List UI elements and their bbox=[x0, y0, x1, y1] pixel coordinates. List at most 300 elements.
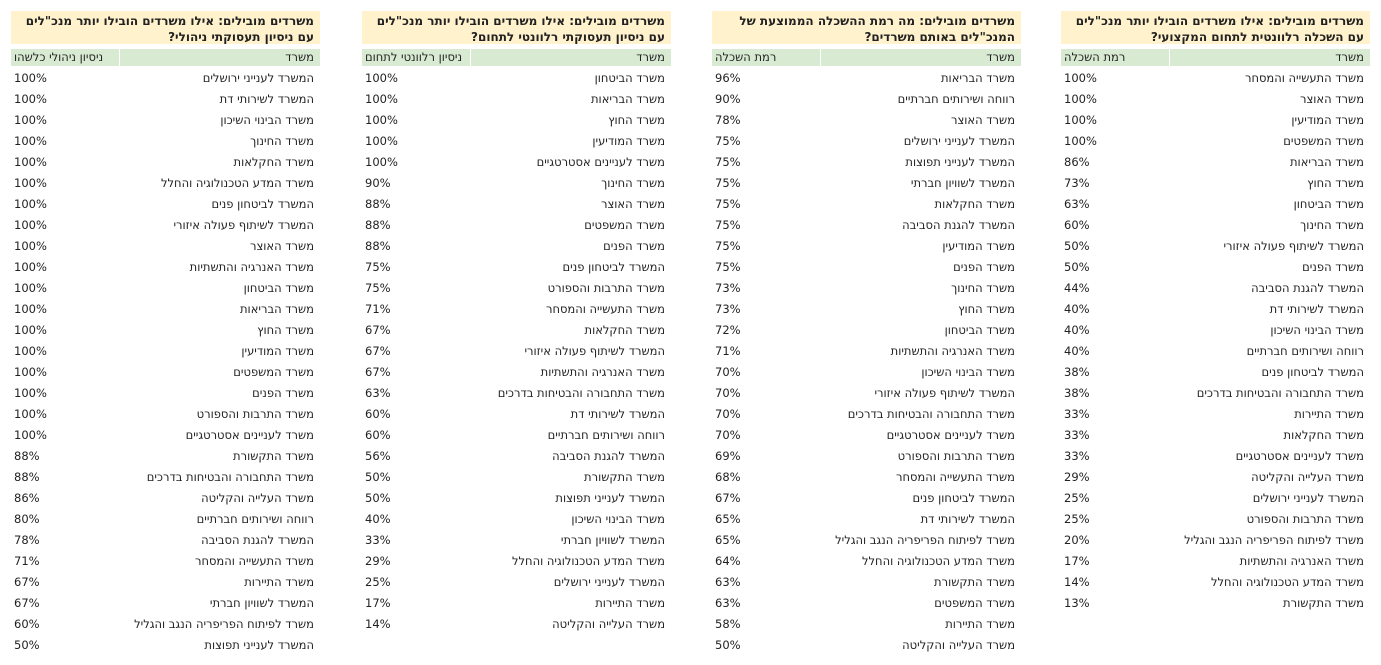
table-average-education bbox=[712, 11, 1021, 656]
table-row bbox=[712, 173, 1021, 194]
office-name-cell: משרד לעניינים אסטרטגיים bbox=[1235, 449, 1364, 463]
table-row bbox=[1061, 404, 1370, 425]
value-cell: 70% bbox=[715, 428, 741, 442]
table-row bbox=[11, 572, 320, 593]
table-row bbox=[362, 194, 671, 215]
value-cell: 60% bbox=[365, 428, 391, 442]
header-value: ניסיון רלוונטי לתחום bbox=[365, 50, 463, 64]
value-cell: 75% bbox=[715, 218, 741, 232]
office-name-cell: המשרד לשירותי דת bbox=[570, 407, 665, 421]
value-cell: 71% bbox=[14, 554, 40, 568]
office-name-cell: משרד התחבורה והבטיחות בדרכים bbox=[497, 386, 665, 400]
value-cell: 90% bbox=[365, 176, 391, 190]
table-title: משרדים מובילים: אילו משרדים הובילו יותר מנכ"לים עם ניסיון תעסוקתי רלוונטי לתחום? bbox=[362, 11, 671, 44]
table-row bbox=[11, 383, 320, 404]
value-cell: 100% bbox=[365, 92, 398, 106]
value-cell: 33% bbox=[1064, 449, 1090, 463]
office-name-cell: משרד הביטחון bbox=[594, 71, 665, 85]
table-row bbox=[712, 194, 1021, 215]
value-cell: 100% bbox=[14, 71, 47, 85]
value-cell: 80% bbox=[14, 512, 40, 526]
table-row bbox=[11, 320, 320, 341]
value-cell: 60% bbox=[14, 617, 40, 631]
office-name-cell: משרד האוצר bbox=[1299, 92, 1364, 106]
value-cell: 17% bbox=[1064, 554, 1090, 568]
value-cell: 60% bbox=[1064, 218, 1090, 232]
office-name-cell: המשרד לענייני ירושלים bbox=[202, 71, 314, 85]
office-name-cell: משרד התרבות והספורט bbox=[196, 407, 314, 421]
table-row bbox=[362, 572, 671, 593]
office-name-cell: משרד החוץ bbox=[608, 113, 665, 127]
value-cell: 100% bbox=[14, 155, 47, 169]
table-row bbox=[1061, 173, 1370, 194]
office-name-cell: משרד הפנים bbox=[252, 386, 314, 400]
table-row bbox=[1061, 320, 1370, 341]
office-name-cell: משרד האנרגיה והתשתיות bbox=[890, 344, 1015, 358]
table-row bbox=[362, 509, 671, 530]
office-name-cell: משרד לפיתוח הפריפריה הנגב והגליל bbox=[835, 533, 1015, 547]
value-cell: 60% bbox=[365, 407, 391, 421]
table-row bbox=[712, 362, 1021, 383]
value-cell: 20% bbox=[1064, 533, 1090, 547]
value-cell: 90% bbox=[715, 92, 741, 106]
value-cell: 38% bbox=[1064, 365, 1090, 379]
table-row bbox=[362, 404, 671, 425]
table-row bbox=[1061, 488, 1370, 509]
value-cell: 65% bbox=[715, 533, 741, 547]
office-name-cell: המשרד לביטחון פנים bbox=[211, 197, 314, 211]
office-name-cell: משרד המודיעין bbox=[942, 239, 1015, 253]
office-name-cell: משרד המשפטים bbox=[233, 365, 314, 379]
value-cell: 78% bbox=[715, 113, 741, 127]
table-row bbox=[1061, 152, 1370, 173]
value-cell: 100% bbox=[14, 218, 47, 232]
table-row bbox=[11, 236, 320, 257]
office-name-cell: המשרד לענייני תפוצות bbox=[555, 491, 665, 505]
office-name-cell: משרד לפיתוח הפריפריה הנגב והגליל bbox=[134, 617, 314, 631]
value-cell: 73% bbox=[715, 302, 741, 316]
table-row bbox=[1061, 68, 1370, 89]
table-row bbox=[1061, 341, 1370, 362]
office-name-cell: משרד הביטחון bbox=[243, 281, 314, 295]
office-name-cell: משרד העלייה והקליטה bbox=[1251, 470, 1364, 484]
table-row bbox=[362, 551, 671, 572]
header-office: משרד bbox=[119, 49, 320, 66]
office-name-cell: משרד האוצר bbox=[249, 239, 314, 253]
table-row bbox=[11, 362, 320, 383]
value-cell: 78% bbox=[14, 533, 40, 547]
value-cell: 88% bbox=[14, 449, 40, 463]
office-name-cell: משרד הפנים bbox=[953, 260, 1015, 274]
table-row bbox=[11, 467, 320, 488]
value-cell: 100% bbox=[1064, 92, 1097, 106]
office-name-cell: משרד התקשורת bbox=[584, 470, 665, 484]
table-row bbox=[362, 110, 671, 131]
value-cell: 70% bbox=[715, 386, 741, 400]
value-cell: 25% bbox=[365, 575, 391, 589]
table-row bbox=[362, 131, 671, 152]
value-cell: 50% bbox=[365, 491, 391, 505]
value-cell: 64% bbox=[715, 554, 741, 568]
office-name-cell: המשרד להגנת הסביבה bbox=[201, 533, 314, 547]
table-row bbox=[362, 593, 671, 614]
office-name-cell: משרד העלייה והקליטה bbox=[552, 617, 665, 631]
table-row bbox=[1061, 509, 1370, 530]
office-name-cell: משרד העלייה והקליטה bbox=[201, 491, 314, 505]
value-cell: 100% bbox=[14, 260, 47, 274]
office-name-cell: משרד העלייה והקליטה bbox=[902, 638, 1015, 652]
table-row bbox=[11, 425, 320, 446]
value-cell: 70% bbox=[715, 365, 741, 379]
table-row bbox=[362, 236, 671, 257]
value-cell: 50% bbox=[715, 638, 741, 652]
table-row bbox=[11, 635, 320, 656]
table-row bbox=[11, 278, 320, 299]
table-row bbox=[11, 551, 320, 572]
office-name-cell: רווחה ושירותים חברתיים bbox=[547, 428, 665, 442]
office-name-cell: משרד האנרגיה והתשתיות bbox=[540, 365, 665, 379]
table-row bbox=[712, 446, 1021, 467]
value-cell: 100% bbox=[14, 323, 47, 337]
value-cell: 33% bbox=[365, 533, 391, 547]
value-cell: 63% bbox=[365, 386, 391, 400]
office-name-cell: משרד המודיעין bbox=[241, 344, 314, 358]
office-name-cell: משרד החוץ bbox=[257, 323, 314, 337]
value-cell: 71% bbox=[365, 302, 391, 316]
table-row bbox=[712, 110, 1021, 131]
table-education-relevance bbox=[1061, 11, 1370, 614]
office-name-cell: משרד המשפטים bbox=[584, 218, 665, 232]
table-row bbox=[11, 404, 320, 425]
office-name-cell: משרד המדע הטכנולוגיה והחלל bbox=[861, 554, 1015, 568]
value-cell: 100% bbox=[14, 407, 47, 421]
office-name-cell: משרד הביטחון bbox=[944, 323, 1015, 337]
table-row bbox=[362, 383, 671, 404]
office-name-cell: המשרד לביטחון פנים bbox=[1261, 365, 1364, 379]
office-name-cell: משרד החוץ bbox=[958, 302, 1015, 316]
value-cell: 100% bbox=[365, 155, 398, 169]
office-name-cell: משרד לפיתוח הפריפריה הנגב והגליל bbox=[1184, 533, 1364, 547]
office-name-cell: משרד החקלאות bbox=[1283, 428, 1364, 442]
value-cell: 33% bbox=[1064, 407, 1090, 421]
value-cell: 73% bbox=[1064, 176, 1090, 190]
table-title: משרדים מובילים: מה רמת ההשכלה הממוצעת של המנכ"לים באותם משרדים? bbox=[712, 11, 1021, 44]
value-cell: 100% bbox=[14, 176, 47, 190]
office-name-cell: המשרד לשוויון חברתי bbox=[560, 533, 665, 547]
office-name-cell: משרד התקשורת bbox=[233, 449, 314, 463]
table-body bbox=[362, 68, 671, 635]
table-row bbox=[1061, 446, 1370, 467]
table-row bbox=[1061, 362, 1370, 383]
office-name-cell: משרד החקלאות bbox=[934, 197, 1015, 211]
value-cell: 88% bbox=[365, 218, 391, 232]
office-name-cell: משרד האוצר bbox=[600, 197, 665, 211]
value-cell: 75% bbox=[715, 239, 741, 253]
office-name-cell: משרד הבריאות bbox=[240, 302, 314, 316]
value-cell: 56% bbox=[365, 449, 391, 463]
value-cell: 17% bbox=[365, 596, 391, 610]
table-row bbox=[362, 320, 671, 341]
value-cell: 100% bbox=[14, 197, 47, 211]
office-name-cell: המשרד להגנת הסביבה bbox=[902, 218, 1015, 232]
value-cell: 40% bbox=[365, 512, 391, 526]
table-row bbox=[1061, 299, 1370, 320]
office-name-cell: המשרד לענייני ירושלים bbox=[553, 575, 665, 589]
office-name-cell: משרד התיירות bbox=[244, 575, 314, 589]
table-row bbox=[11, 173, 320, 194]
value-cell: 13% bbox=[1064, 596, 1090, 610]
office-name-cell: המשרד לענייני תפוצות bbox=[204, 638, 314, 652]
header-value: רמת השכלה bbox=[715, 50, 777, 64]
office-name-cell: המשרד לשיתוף פעולה איזורי bbox=[524, 344, 665, 358]
value-cell: 86% bbox=[14, 491, 40, 505]
table-row bbox=[712, 89, 1021, 110]
table-row bbox=[1061, 278, 1370, 299]
value-cell: 29% bbox=[365, 554, 391, 568]
value-cell: 25% bbox=[1064, 491, 1090, 505]
value-cell: 70% bbox=[715, 407, 741, 421]
office-name-cell: המשרד לשירותי דת bbox=[219, 92, 314, 106]
office-name-cell: משרד האנרגיה והתשתיות bbox=[1239, 554, 1364, 568]
value-cell: 88% bbox=[365, 197, 391, 211]
table-row bbox=[712, 404, 1021, 425]
office-name-cell: משרד הבינוי השיכון bbox=[1270, 323, 1364, 337]
office-name-cell: המשרד לענייני ירושלים bbox=[1252, 491, 1364, 505]
value-cell: 75% bbox=[715, 176, 741, 190]
office-name-cell: משרד התרבות והספורט bbox=[1246, 512, 1364, 526]
table-row bbox=[1061, 551, 1370, 572]
value-cell: 100% bbox=[365, 113, 398, 127]
office-name-cell: המשרד לענייני ירושלים bbox=[903, 134, 1015, 148]
table-title: משרדים מובילים: אילו משרדים הובילו יותר מנכ"לים עם ניסיון תעסוקתי ניהולי? bbox=[11, 11, 320, 44]
value-cell: 67% bbox=[14, 575, 40, 589]
value-cell: 100% bbox=[14, 134, 47, 148]
value-cell: 100% bbox=[14, 386, 47, 400]
value-cell: 100% bbox=[14, 92, 47, 106]
table-header bbox=[1061, 49, 1370, 66]
office-name-cell: משרד המדע הטכנולוגיה והחלל bbox=[160, 176, 314, 190]
office-name-cell: משרד התחבורה והבטיחות בדרכים bbox=[847, 407, 1015, 421]
value-cell: 75% bbox=[365, 281, 391, 295]
office-name-cell: משרד התיירות bbox=[595, 596, 665, 610]
office-name-cell: משרד לעניינים אסטרטגיים bbox=[536, 155, 665, 169]
table-row bbox=[11, 257, 320, 278]
table-row bbox=[11, 194, 320, 215]
office-name-cell: משרד התרבות והספורט bbox=[547, 281, 665, 295]
table-row bbox=[1061, 572, 1370, 593]
office-name-cell: משרד הפנים bbox=[1302, 260, 1364, 274]
table-row bbox=[712, 488, 1021, 509]
table-row bbox=[362, 614, 671, 635]
office-name-cell: משרד התקשורת bbox=[934, 575, 1015, 589]
table-row bbox=[712, 551, 1021, 572]
office-name-cell: משרד התיירות bbox=[945, 617, 1015, 631]
table-row bbox=[712, 152, 1021, 173]
table-row bbox=[11, 614, 320, 635]
value-cell: 75% bbox=[715, 197, 741, 211]
office-name-cell: רווחה ושירותים חברתיים bbox=[1246, 344, 1364, 358]
value-cell: 40% bbox=[1064, 302, 1090, 316]
value-cell: 29% bbox=[1064, 470, 1090, 484]
value-cell: 68% bbox=[715, 470, 741, 484]
value-cell: 72% bbox=[715, 323, 741, 337]
table-row bbox=[712, 614, 1021, 635]
table-body bbox=[712, 68, 1021, 656]
office-name-cell: משרד התעשייה והמסחר bbox=[895, 470, 1015, 484]
office-name-cell: משרד האנרגיה והתשתיות bbox=[189, 260, 314, 274]
office-name-cell: משרד המדע הטכנולוגיה והחלל bbox=[1210, 575, 1364, 589]
table-row bbox=[712, 383, 1021, 404]
value-cell: 71% bbox=[715, 344, 741, 358]
office-name-cell: משרד התחבורה והבטיחות בדרכים bbox=[146, 470, 314, 484]
office-name-cell: המשרד לשירותי דת bbox=[920, 512, 1015, 526]
value-cell: 67% bbox=[715, 491, 741, 505]
table-row bbox=[11, 131, 320, 152]
office-name-cell: משרד התעשייה והמסחר bbox=[194, 554, 314, 568]
value-cell: 40% bbox=[1064, 344, 1090, 358]
value-cell: 50% bbox=[1064, 239, 1090, 253]
table-row bbox=[362, 89, 671, 110]
value-cell: 33% bbox=[1064, 428, 1090, 442]
value-cell: 14% bbox=[365, 617, 391, 631]
office-name-cell: משרד לעניינים אסטרטגיים bbox=[886, 428, 1015, 442]
value-cell: 67% bbox=[365, 365, 391, 379]
value-cell: 100% bbox=[14, 344, 47, 358]
office-name-cell: המשרד לביטחון פנים bbox=[562, 260, 665, 274]
table-row bbox=[11, 89, 320, 110]
office-name-cell: משרד התקשורת bbox=[1283, 596, 1364, 610]
table-row bbox=[362, 467, 671, 488]
table-row bbox=[712, 425, 1021, 446]
office-name-cell: המשרד להגנת הסביבה bbox=[552, 449, 665, 463]
table-row bbox=[1061, 257, 1370, 278]
table-row bbox=[1061, 131, 1370, 152]
value-cell: 86% bbox=[1064, 155, 1090, 169]
table-row bbox=[362, 278, 671, 299]
office-name-cell: המשרד לשיתוף פעולה איזורי bbox=[173, 218, 314, 232]
table-row bbox=[362, 446, 671, 467]
table-row bbox=[11, 530, 320, 551]
value-cell: 14% bbox=[1064, 575, 1090, 589]
table-row bbox=[11, 446, 320, 467]
value-cell: 100% bbox=[365, 134, 398, 148]
table-row bbox=[362, 341, 671, 362]
office-name-cell: משרד התעשייה והמסחר bbox=[545, 302, 665, 316]
table-row bbox=[1061, 110, 1370, 131]
office-name-cell: משרד המשפטים bbox=[934, 596, 1015, 610]
table-row bbox=[362, 299, 671, 320]
header-office: משרד bbox=[1169, 49, 1370, 66]
value-cell: 25% bbox=[1064, 512, 1090, 526]
table-row bbox=[712, 467, 1021, 488]
table-row bbox=[362, 530, 671, 551]
table-row bbox=[362, 215, 671, 236]
office-name-cell: משרד המדע הטכנולוגיה והחלל bbox=[511, 554, 665, 568]
table-row bbox=[362, 257, 671, 278]
table-title: משרדים מובילים: אילו משרדים הובילו יותר מנכ"לים עם השכלה רלוונטית לתחום המקצועי? bbox=[1061, 11, 1370, 44]
table-relevant-experience bbox=[362, 11, 671, 635]
table-row bbox=[712, 509, 1021, 530]
value-cell: 100% bbox=[14, 113, 47, 127]
table-row bbox=[1061, 383, 1370, 404]
office-name-cell: משרד לעניינים אסטרטגיים bbox=[185, 428, 314, 442]
value-cell: 63% bbox=[715, 575, 741, 589]
value-cell: 88% bbox=[14, 470, 40, 484]
value-cell: 100% bbox=[14, 365, 47, 379]
header-value: רמת השכלה bbox=[1064, 50, 1126, 64]
value-cell: 50% bbox=[1064, 260, 1090, 274]
table-row bbox=[362, 425, 671, 446]
table-management-experience bbox=[11, 11, 320, 656]
value-cell: 100% bbox=[14, 239, 47, 253]
office-name-cell: משרד הבינוי השיכון bbox=[571, 512, 665, 526]
office-name-cell: משרד הבריאות bbox=[1290, 155, 1364, 169]
office-name-cell: המשרד להגנת הסביבה bbox=[1251, 281, 1364, 295]
office-name-cell: משרד החינוך bbox=[601, 176, 665, 190]
value-cell: 75% bbox=[365, 260, 391, 274]
table-row bbox=[11, 488, 320, 509]
office-name-cell: משרד הבריאות bbox=[591, 92, 665, 106]
office-name-cell: משרד התרבות והספורט bbox=[897, 449, 1015, 463]
value-cell: 67% bbox=[365, 344, 391, 358]
value-cell: 67% bbox=[14, 596, 40, 610]
table-row bbox=[712, 341, 1021, 362]
office-name-cell: המשרד לשירותי דת bbox=[1269, 302, 1364, 316]
table-row bbox=[712, 236, 1021, 257]
value-cell: 100% bbox=[14, 428, 47, 442]
value-cell: 58% bbox=[715, 617, 741, 631]
value-cell: 100% bbox=[1064, 71, 1097, 85]
table-row bbox=[362, 362, 671, 383]
header-value: ניסיון ניהולי כלשהו bbox=[14, 50, 104, 64]
value-cell: 50% bbox=[365, 470, 391, 484]
office-name-cell: המשרד לביטחון פנים bbox=[912, 491, 1015, 505]
office-name-cell: משרד האוצר bbox=[950, 113, 1015, 127]
office-name-cell: משרד הפנים bbox=[603, 239, 665, 253]
office-name-cell: המשרד לשוויון חברתי bbox=[910, 176, 1015, 190]
value-cell: 100% bbox=[14, 281, 47, 295]
table-row bbox=[1061, 530, 1370, 551]
office-name-cell: משרד המשפטים bbox=[1283, 134, 1364, 148]
table-row bbox=[1061, 215, 1370, 236]
table-row bbox=[712, 299, 1021, 320]
value-cell: 73% bbox=[715, 281, 741, 295]
value-cell: 75% bbox=[715, 260, 741, 274]
office-name-cell: משרד התיירות bbox=[1294, 407, 1364, 421]
table-body bbox=[11, 68, 320, 656]
value-cell: 88% bbox=[365, 239, 391, 253]
value-cell: 75% bbox=[715, 155, 741, 169]
table-row bbox=[712, 635, 1021, 656]
value-cell: 69% bbox=[715, 449, 741, 463]
office-name-cell: משרד החינוך bbox=[1300, 218, 1364, 232]
office-name-cell: משרד החוץ bbox=[1307, 176, 1364, 190]
table-row bbox=[1061, 425, 1370, 446]
value-cell: 50% bbox=[14, 638, 40, 652]
office-name-cell: המשרד לשוויון חברתי bbox=[209, 596, 314, 610]
table-row bbox=[11, 509, 320, 530]
table-row bbox=[11, 593, 320, 614]
table-row bbox=[712, 278, 1021, 299]
office-name-cell: משרד החינוך bbox=[951, 281, 1015, 295]
office-name-cell: המשרד לשיתוף פעולה איזורי bbox=[1223, 239, 1364, 253]
value-cell: 100% bbox=[365, 71, 398, 85]
value-cell: 75% bbox=[715, 134, 741, 148]
table-row bbox=[1061, 236, 1370, 257]
table-row bbox=[362, 152, 671, 173]
table-row bbox=[11, 341, 320, 362]
table-row bbox=[1061, 467, 1370, 488]
